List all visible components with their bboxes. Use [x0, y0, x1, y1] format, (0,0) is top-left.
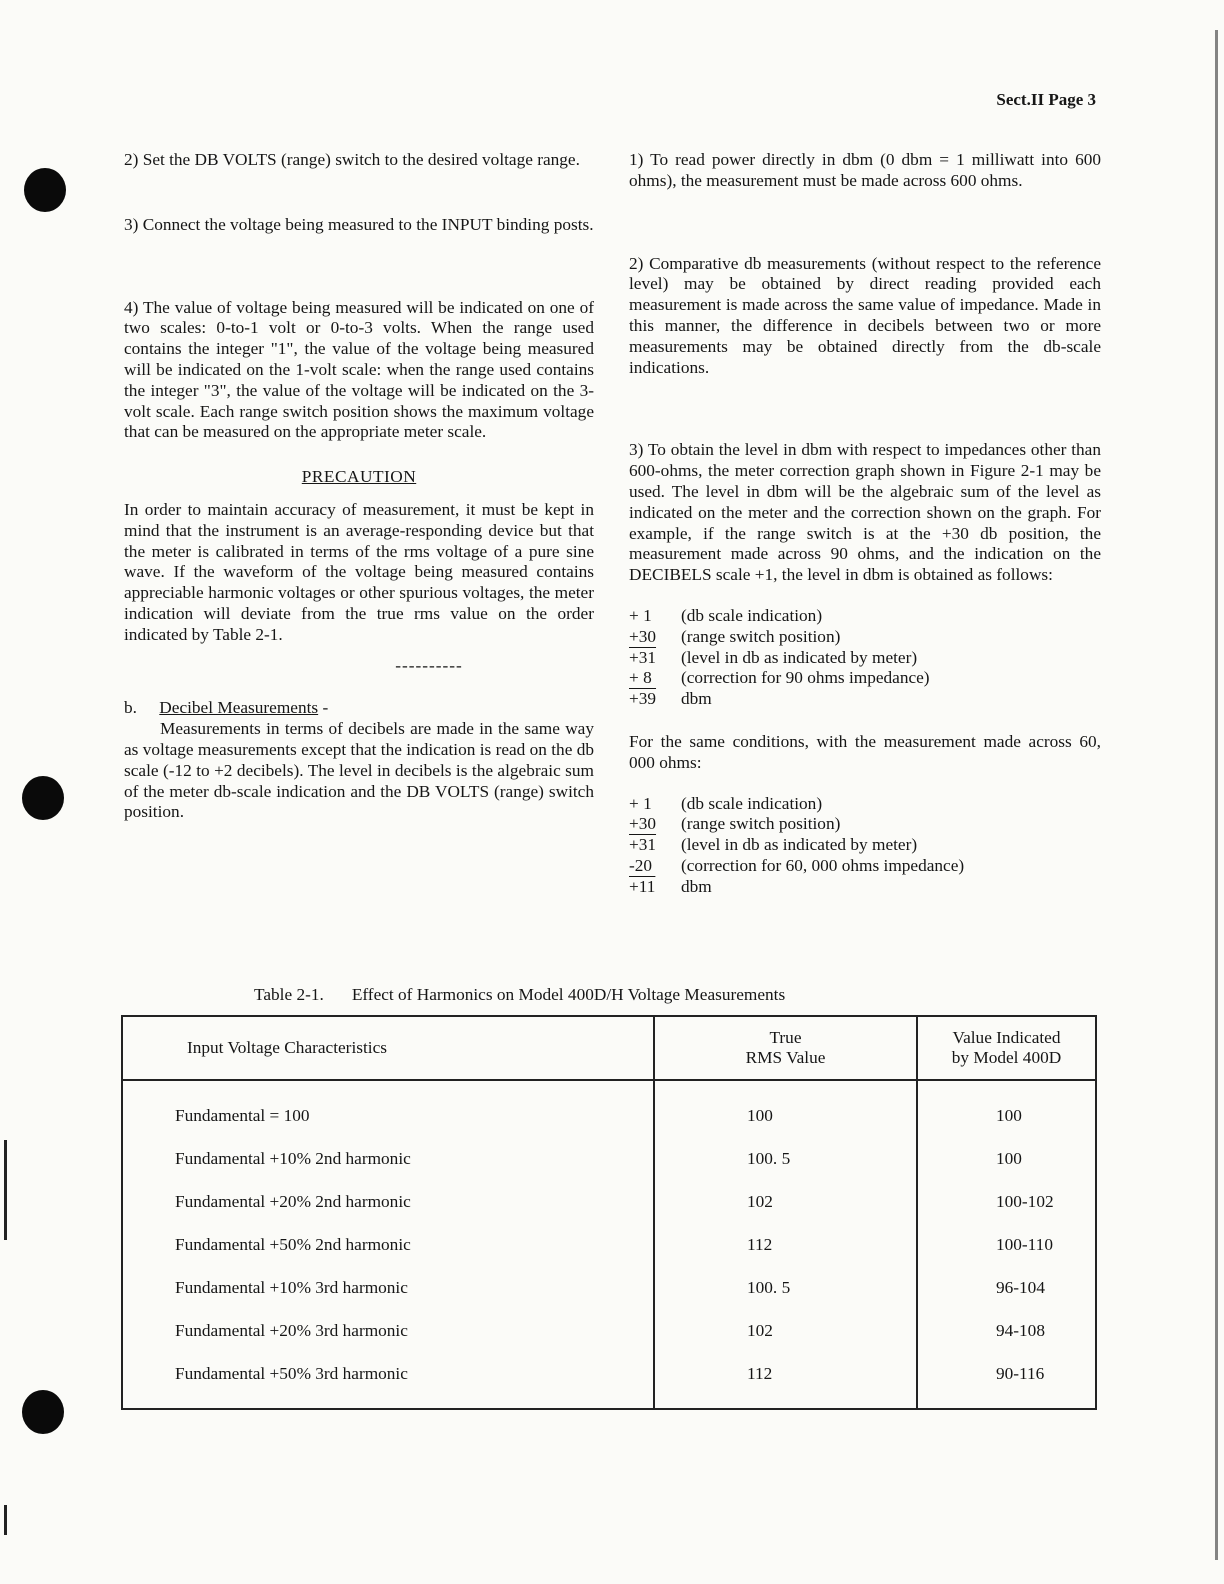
table-cell: Fundamental +20% 2nd harmonic — [122, 1180, 654, 1223]
calculation-block-2 — [629, 794, 1101, 898]
separator: ---------- — [395, 655, 463, 675]
calc-row — [629, 668, 1101, 689]
table-cell: 90-116 — [917, 1352, 1096, 1409]
section-dash: - — [322, 698, 329, 718]
decibel-heading — [124, 698, 594, 719]
calc-number: +30 — [629, 626, 657, 646]
column-header: Input Voltage Characteristics — [122, 1016, 654, 1080]
table-cell: Fundamental +50% 2nd harmonic — [122, 1223, 654, 1266]
table-cell: 100 — [917, 1137, 1096, 1180]
calc-text: (db scale indication) — [681, 793, 823, 813]
step-3-paragraph: 3) Connect the voltage being measured to the INPUT binding posts. — [124, 214, 594, 234]
dbm-step-3-paragraph: 3) To obtain the level in dbm with respect to impedances other than 600-ohms, the meter correction graph shown in Figure 2-1 may be used. The level in dbm will be the algebraic sum of the level as indicated on the meter and the correction shown on the graph. For example, if the range switch is at the +30 db position, the measurement made across 90 ohms, and the indication on the DECIBELS scale +1, the level in dbm is obtained as follows: — [629, 440, 1101, 585]
calc-row — [629, 856, 1101, 877]
calc-number: +30 — [629, 814, 657, 834]
step-4-paragraph: 4) The value of voltage being measured will be indicated on one of two scales: 0-to-1 volt or 0-to-3 volts. When the range used contains the integer "1", the value of the voltage being measured will be indicated on the 1-volt scale: when the range used contains the integer "3", the value of the voltage will be indicated on the 3-volt scale. Each range switch position shows the maximum voltage that can be measured on the appropriate meter scale. — [124, 297, 594, 442]
table-cell: 102 — [654, 1180, 917, 1223]
page-edge — [4, 1140, 7, 1240]
calc-text: dbm — [681, 689, 712, 709]
page-edge — [4, 1505, 7, 1535]
table-row — [122, 1137, 1096, 1180]
decibel-paragraph: Measurements in terms of decibels are made in the same way as voltage measurements except that the indication is read on the db scale (-12 to +2 decibels). The level in decibels is the algebraic sum of the meter db-scale indication and the DB VOLTS (range) switch position. — [124, 719, 594, 822]
table-cell: Fundamental +20% 3rd harmonic — [122, 1309, 654, 1352]
table-cell: Fundamental +10% 3rd harmonic — [122, 1266, 654, 1309]
section-label: b. — [124, 698, 137, 718]
calc-text: (range switch position) — [681, 626, 841, 646]
calc-number: + 8 — [629, 668, 652, 688]
table-cell: Fundamental +10% 2nd harmonic — [122, 1137, 654, 1180]
calc-row — [629, 648, 1101, 669]
table-cell: 112 — [654, 1352, 917, 1409]
right-column — [629, 150, 1101, 920]
calc-number: + 1 — [629, 605, 652, 625]
calc-text: (level in db as indicated by meter) — [681, 835, 918, 855]
table-cell: 100. 5 — [654, 1137, 917, 1180]
calc-row — [629, 606, 1101, 627]
column-header: True RMS Value — [654, 1016, 917, 1080]
calc-text: (range switch position) — [681, 814, 841, 834]
calc-row — [629, 877, 1101, 898]
table-cell: 100 — [654, 1080, 917, 1137]
calc-text: (correction for 90 ohms impedance) — [681, 668, 930, 688]
calc-number: + 1 — [629, 793, 652, 813]
table-row — [122, 1080, 1096, 1137]
calc-text: (level in db as indicated by meter) — [681, 647, 918, 667]
punch-hole — [22, 1390, 64, 1434]
calc-row — [629, 689, 1101, 710]
table-cell: 96-104 — [917, 1266, 1096, 1309]
dbm-step-2-paragraph: 2) Comparative db measurements (without respect to the reference level) may be obtained by direct reading provided each measurement is made across the same value of impedance. Made in this manner, the difference in decibels between two or more measurements may be obtained directly from the db-scale indications. — [629, 253, 1101, 377]
calc-number: +31 — [629, 835, 657, 855]
table-number: Table 2-1. — [254, 985, 324, 1004]
page-header: Sect.II Page 3 — [996, 90, 1096, 109]
dbm-step-1-paragraph: 1) To read power directly in dbm (0 dbm = 1 milliwatt into 600 ohms), the measurement must be made across 600 ohms. — [629, 150, 1101, 190]
punch-hole — [22, 776, 64, 820]
calc-number: +39 — [629, 689, 657, 709]
precaution-paragraph: In order to maintain accuracy of measurement, it must be kept in mind that the instrument is an average-responding device but that the meter is calibrated in terms of the rms voltage of a pure sine wave. If the waveform of the voltage being measured contains appreciable harmonic voltages or other spurious voltages, the meter indication will deviate from the true rms value on the order indicated by Table 2-1. — [124, 499, 594, 644]
table-cell: Fundamental +50% 3rd harmonic — [122, 1352, 654, 1409]
table-cell: 100. 5 — [654, 1266, 917, 1309]
calculation-block-1 — [629, 606, 1101, 710]
table-cell: 100 — [917, 1080, 1096, 1137]
calc-text: (db scale indication) — [681, 605, 823, 625]
table-row — [122, 1180, 1096, 1223]
calc-number: -20 — [629, 855, 653, 875]
calc-number: +31 — [629, 647, 657, 667]
step-2-paragraph: 2) Set the DB VOLTS (range) switch to the desired voltage range. — [124, 150, 580, 169]
table-cell: 100-110 — [917, 1223, 1096, 1266]
table-caption — [254, 985, 785, 1005]
same-conditions-paragraph: For the same conditions, with the measurement made across 60, 000 ohms: — [629, 731, 1101, 772]
calc-row — [629, 835, 1101, 856]
table-row — [122, 1309, 1096, 1352]
table-row — [122, 1266, 1096, 1309]
table-header-row — [122, 1016, 1096, 1080]
calc-number: +11 — [629, 876, 656, 896]
calc-row — [629, 794, 1101, 815]
table-title: Effect of Harmonics on Model 400D/H Voltage Measurements — [351, 985, 786, 1004]
section-title: Decibel Measurements — [159, 698, 319, 718]
table-cell: Fundamental = 100 — [122, 1080, 654, 1137]
table-row — [122, 1223, 1096, 1266]
table-cell: 94-108 — [917, 1309, 1096, 1352]
calc-text: (correction for 60, 000 ohms impedance) — [681, 855, 965, 875]
page-edge — [1215, 30, 1218, 1560]
table-row — [122, 1352, 1096, 1409]
table-cell: 100-102 — [917, 1180, 1096, 1223]
calc-text: dbm — [681, 876, 712, 896]
column-header: Value Indicated by Model 400D — [917, 1016, 1096, 1080]
calc-row — [629, 814, 1101, 835]
left-column — [124, 150, 594, 823]
punch-hole — [24, 168, 66, 212]
precaution-heading: PRECAUTION — [301, 467, 417, 487]
harmonics-table — [121, 1015, 1097, 1410]
table-cell: 112 — [654, 1223, 917, 1266]
calc-row — [629, 627, 1101, 648]
table-cell: 102 — [654, 1309, 917, 1352]
